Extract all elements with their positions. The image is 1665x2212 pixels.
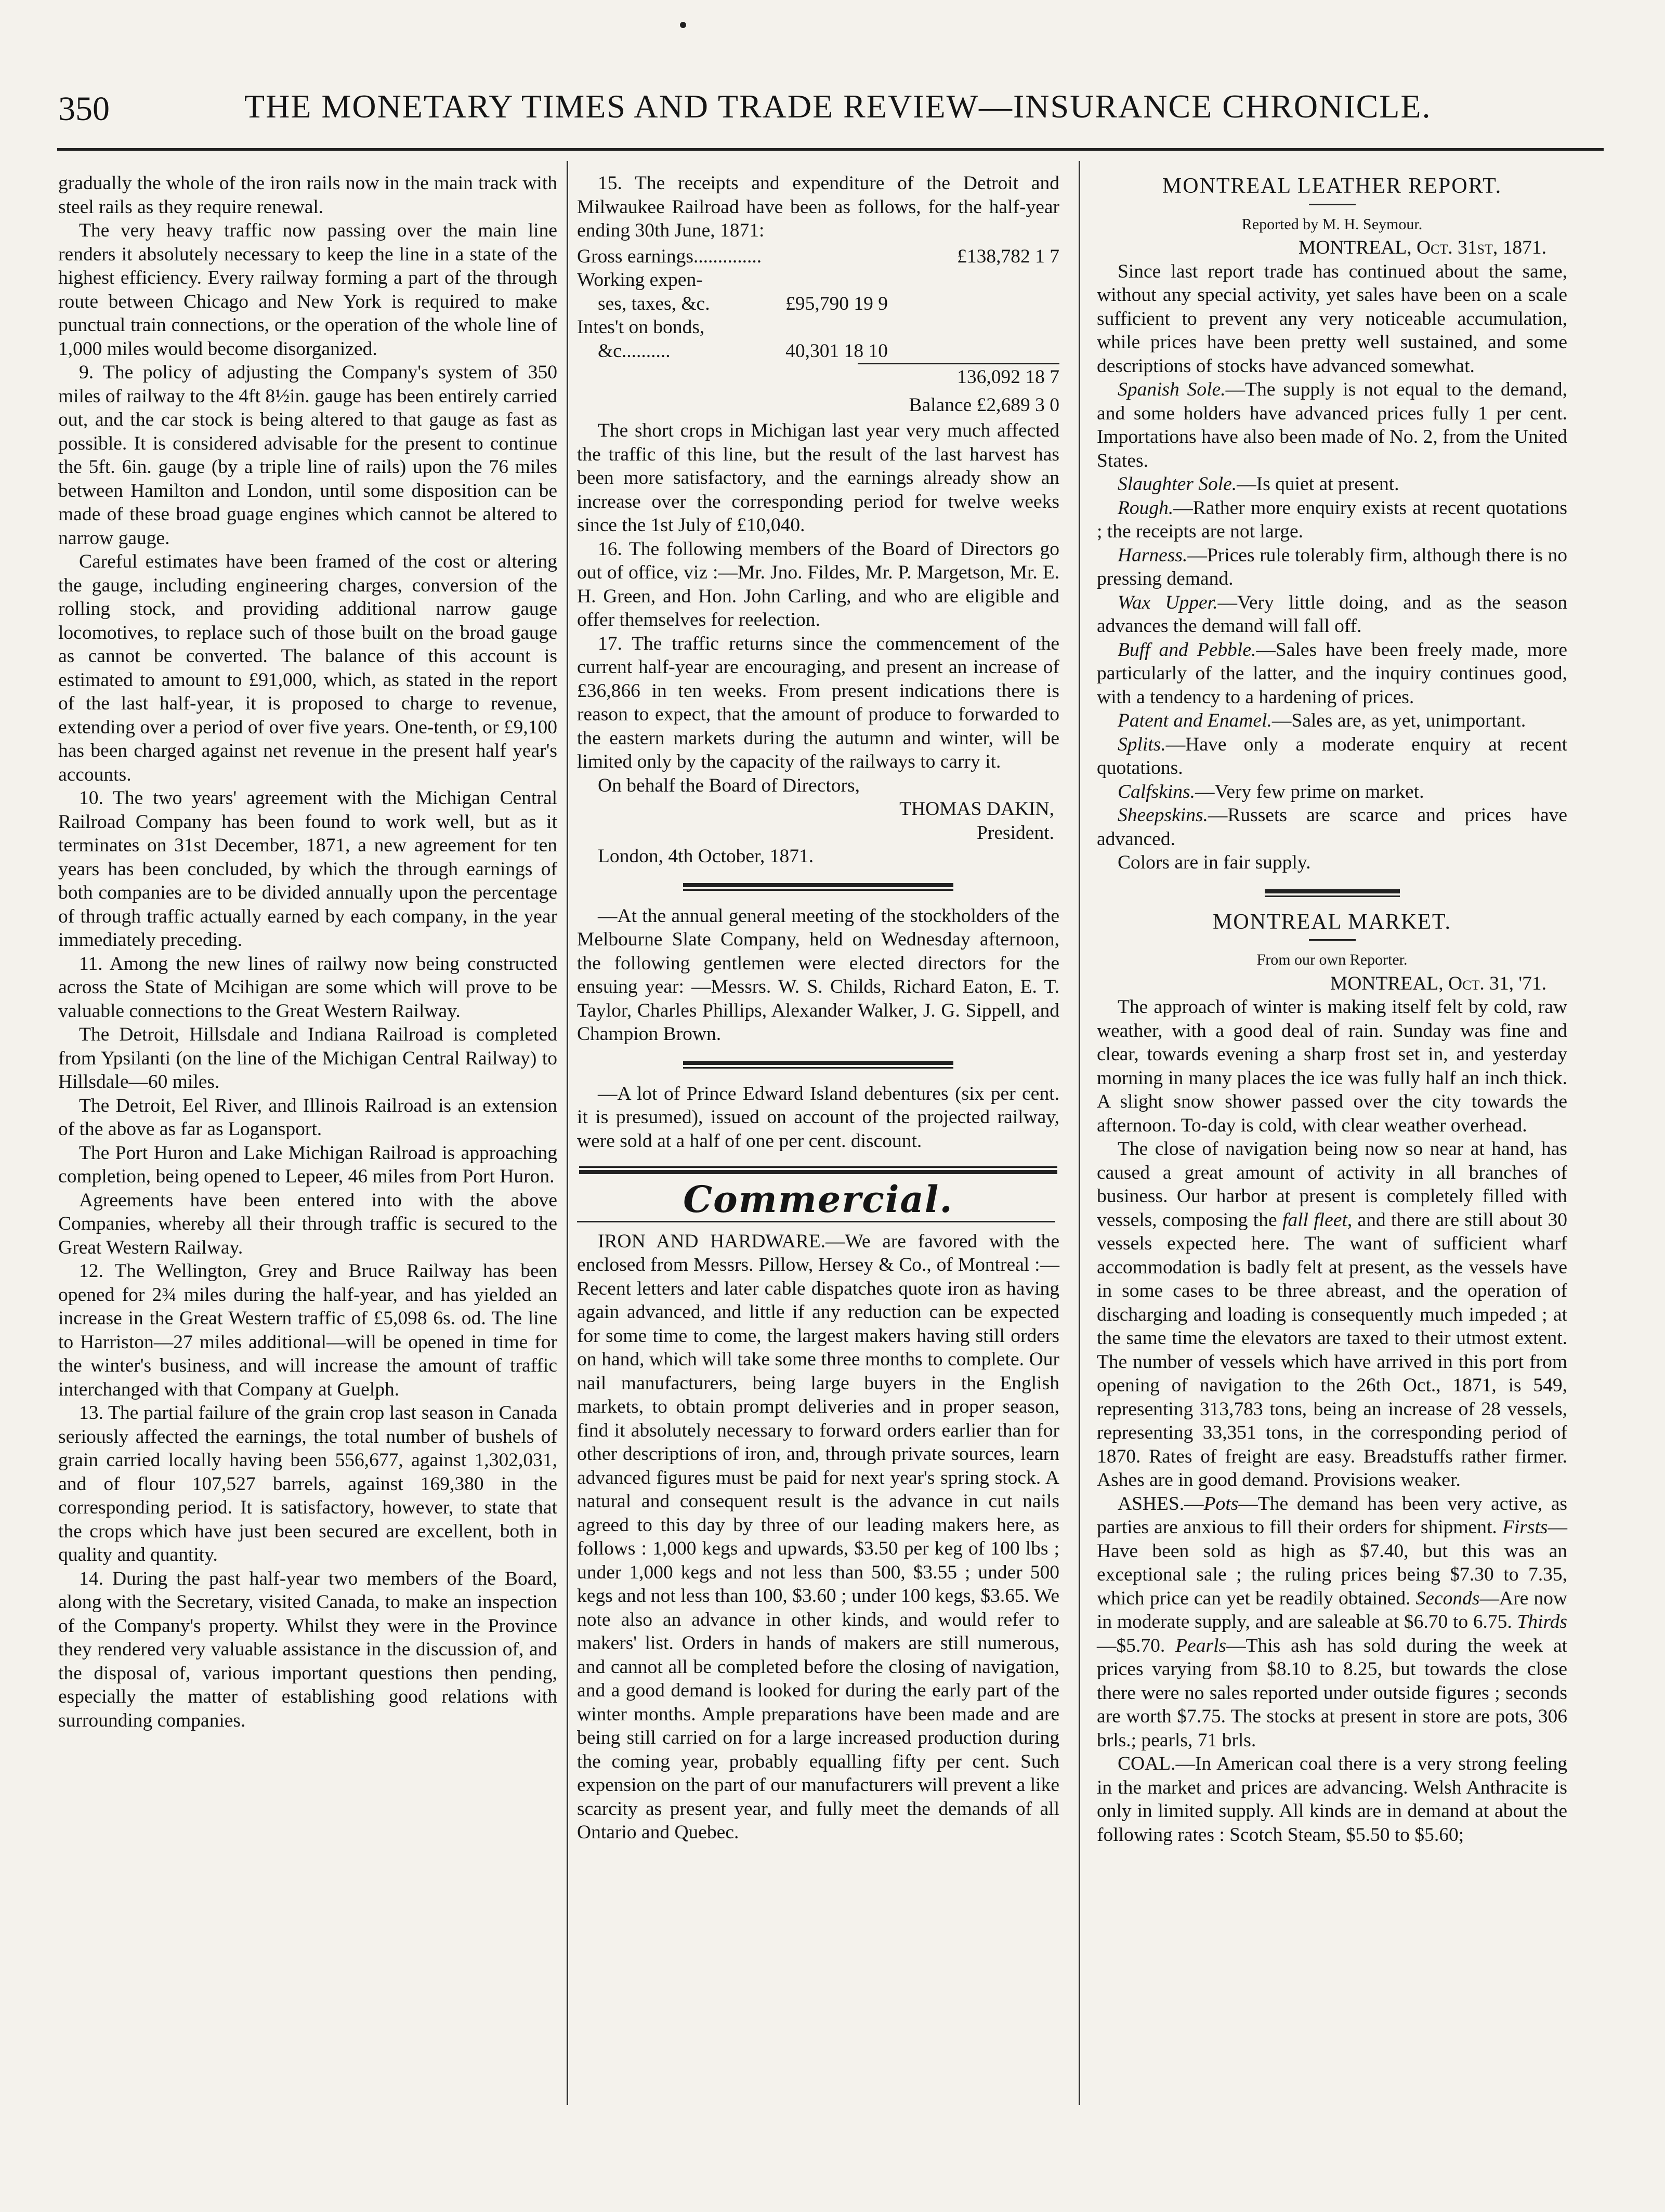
item-text: —Very few prime on market. bbox=[1195, 781, 1424, 802]
paragraph: The Detroit, Eel River, and Illinois Railroad is an extension of the above as far as Logansport. bbox=[58, 1095, 557, 1140]
fin-label: &c.......... bbox=[598, 340, 671, 362]
ink-dot bbox=[680, 22, 686, 28]
column-1 bbox=[58, 172, 557, 1732]
paragraph: The Detroit, Hillsdale and Indiana Railroad is completed from Ypsilanti (on the line of the Michigan Central Railway) to Hillsdale—60 miles. bbox=[58, 1024, 557, 1092]
item-heading: Thirds bbox=[1517, 1611, 1567, 1632]
signature-name: THOMAS DAKIN, bbox=[899, 798, 1054, 820]
dateline: MONTREAL, Oct. 31, '71. bbox=[1330, 972, 1546, 994]
item-text: —The supply is not equal to the demand, and some holders have advanced prices fully 1 per cent. Importations have also been made of No. 2, from the United States. bbox=[1097, 379, 1568, 471]
paragraph: The Port Huron and Lake Michigan Railroad is approaching completion, being opened to Lepeer, 46 miles from Port Huron. bbox=[58, 1142, 557, 1187]
item-heading: Slaughter Sole. bbox=[1118, 473, 1237, 495]
column-2 bbox=[577, 172, 1059, 1845]
paragraph-part: , and there are still about 30 vessels expected here. The want of sufficient wharf accommodation is badly felt at present, as the vessels have in some cases to be three abreast, and the operation of discharging and loading is consequently much impeded ; at the same time the elevators are taxed to their utmost extent. The number of vessels which have arrived in this port from opening of navigation to the 26th Oct., 1871, is 549, representing 313,783 tons, being an increase of 28 vessels, representing 33,351 tons, in the corresponding period of 1870. Rates of freight are easy. Breadstuffs rather firmer. Ashes are in good demand. Provisions weaker. bbox=[1097, 1209, 1567, 1491]
market-heading: MONTREAL MARKET. bbox=[1213, 910, 1451, 934]
paragraph: —At the annual general meeting of the stockholders of the Melbourne Slate Company, held on Wednesday afternoon, the following gentlemen were elected directors for the ensuing year: —Messrs. W. S. Childs, Richard Eaton, E. T. Taylor, Charles Phillips, Alexander Walker, J. G. Sippell, and Champion Brown. bbox=[577, 905, 1059, 1045]
paragraph: Colors are in fair supply. bbox=[1118, 852, 1311, 873]
fin-label: ses, taxes, &c. bbox=[598, 293, 710, 314]
paragraph: 10. The two years' agreement with the Michigan Central Railroad Company has been found to work well, but as it terminates on 31st December, 1871, a new agreement for ten years has been concluded, by which the through earnings of both companies are to be divided annually upon the percentage of through traffic actually earned by each company, in the year immediately preceding. bbox=[58, 787, 557, 951]
item-text: —Have only a moderate enquiry at recent quotations. bbox=[1097, 733, 1567, 779]
item-heading: Spanish Sole. bbox=[1118, 379, 1226, 400]
paragraph: Since last report trade has continued about the same, without any special activity, yet sales have been on a scale sufficient to prevent any very noticeable accumulation, while prices have been pretty well sustained, and some descriptions of stocks have advanced somewhat. bbox=[1097, 260, 1567, 377]
section-divider bbox=[1265, 889, 1400, 897]
byline: From our own Reporter. bbox=[1256, 951, 1408, 968]
item-text: —$5.70. bbox=[1097, 1635, 1176, 1656]
dateline: MONTREAL, Oct. 31st, 1871. bbox=[1298, 237, 1546, 258]
header-rule bbox=[57, 148, 1604, 151]
paragraph: 15. The receipts and expenditure of the Detroit and Milwaukee Railroad have been as follows, for the half-year ending 30th June, 1871: bbox=[577, 173, 1059, 241]
item-heading: Splits. bbox=[1118, 733, 1166, 755]
column-3: MONTREAL LEATHER REPORT. Reported by M. H. Seymour. MONTREAL, Oct. 31st, 1871. Since last report trade has continued about the same, without any special activity, yet sales have been on a scale sufficient to prevent any very noticeable accumulation, while prices have been pretty well sustained, and some descriptions of stocks have advanced somewhat. Spanish Sole.—The supply is not equal to the demand, and some holders have advanced prices fully 1 per cent. Importations have also been made of No. 2, from the United States. Slaughter Sole.—Is quiet at present. Rough.—Rather more enquiry exists at recent quotations ; the receipts are not large. Harness.—Prices rule tolerably firm, although there is no pressing demand. Wax Upper.—Very little doing, and as the season advances the demand will fall off. Buff and Pebble.—Sales have been freely made, more particularly of the latter, and the inquiry continues good, with a tendency to a hardening of prices. Patent and Enamel.—Sales are, as yet, unimportant. Splits.—Have only a moderate enquiry at recent quotations. Calfskins.—Very few prime on market. Sheepskins.—Russets are scarce and prices have advanced. Colors are in fair supply. MONTREAL MARKET. From our own Reporter. MONTREAL, Oct. 31, '71. The approach of winter is making itself felt by cold, raw weather, with a good deal of rain. Sunday was fine and clear, towards evening a sharp frost set in, and yesterday morning in many places the ice was fully half an inch thick. A slight snow shower passed over the city towards the afternoon. To-day is cold, with clear weather overhead. The close of navigation being now so near at hand, has caused a great amount of activity in all branches of business. Our harbor at present is completely filled with vessels, composing the fall fleet, and there are still about 30 vessels expected here. The want of sufficient wharf accommodation is badly felt at present, as the vessels have in some cases to be three abreast, and the operation of discharging and loading is consequently much impeded ; at the same time the elevators are taxed to their utmost extent. The number of vessels which have arrived in this port from opening of navigation to the 26th Oct., 1871, is 549, representing 313,783 tons, being an increase of 28 vessels, representing 33,351 tons, in the corresponding period of 1870. Rates of freight are easy. Breadstuffs rather firmer. Ashes are in good demand. Provisions weaker. ASHES.—Pots—The demand has been very active, as parties are anxious to fill their orders for shipment. Firsts—Have been sold as high as $7.40, but this was an exceptional sale ; the ruling prices being $7.30 to 7.35, which price can yet be readily obtained. Seconds—Are now in moderate supply, and are saleable at $6.70 to 6.75. Thirds—$5.70. Pearls—This ash has sold during the week at prices varying from $8.10 to 8.25, but towards the close there were no sales reported under outside figures ; seconds are worth $7.75. The stocks at present in store are pots, 306 brls.; pearls, 71 brls. COAL.—In American coal there is a very strong feeling in the market and prices are advancing. Welsh Anthracite is only in limited supply. All kinds are in demand at about the following rates : Scotch Steam, $5.50 to $5.60; bbox=[1097, 174, 1568, 1846]
running-title: THE MONETARY TIMES AND TRADE REVIEW—INSURANCE CHRONICLE. bbox=[244, 88, 1432, 125]
item-heading: Seconds bbox=[1415, 1587, 1480, 1609]
signature-date: London, 4th October, 1871. bbox=[598, 846, 814, 867]
fin-amount: £138,782 1 7 bbox=[957, 245, 1059, 267]
paragraph: The very heavy traffic now passing over the main line renders it absolutely necessary to keep the line in a state of the highest efficiency. Every railway forming a part of the through route between Chicago and New York is required to make punctual train connections, or the operation of the whole line of 1,000 miles would become disorganized. bbox=[58, 220, 557, 360]
item-heading: Patent and Enamel. bbox=[1118, 710, 1272, 731]
item-text: —Sales have been freely made, more particularly of the latter, and the inquiry continues good, with a tendency to a hardening of prices. bbox=[1097, 639, 1567, 708]
ashes-heading: ASHES. bbox=[1118, 1493, 1185, 1515]
fin-amount: £95,790 19 9 bbox=[785, 293, 888, 314]
item-text: —Rather more enquiry exists at recent quotations ; the receipts are not large. bbox=[1097, 497, 1567, 542]
column-rule-1 bbox=[567, 161, 568, 2105]
fin-label: Intes't on bonds, bbox=[577, 317, 705, 338]
coal-heading: COAL. bbox=[1118, 1753, 1176, 1774]
paragraph-italic: fall fleet bbox=[1282, 1209, 1347, 1231]
iron-hardware-text: —We are favored with the enclosed from Messrs. Pillow, Hersey & Co., of Montreal :—Recent letters and later cable dispatches quote iron as having again advanced, and little if any reduction can be expected for some time to come, the largest makers having still orders on hand, which will take some three months to complete. Our nail manufacturers, being large buyers in the English markets, to obtain prompt deliveries and in proper season, find it absolutely necessary to forward orders earlier than for other descriptions of iron, and, through private sources, learn advanced figures must be paid for next year's spring stock. A natural and consequent result is the advance in cut nails agreed to this day by three of our leading makers here, as follows : 1,000 kegs and upwards, $3.50 per keg of 100 lbs ; under 1,000 kegs and not less than 500, $3.55 ; under 500 kegs and not less than 100, $3.60 ; under 100 kegs, $3.65. We note also an advance in other kinds, and would refer to makers' list. Orders in hands of makers are still numerous, and cannot all be completed before the closing of navigation, and a good demand is looked for during the early part of the winter months. Ample preparations have been made and are being still carried on for a large increased production during the coming year, probably equalling fifty per cent. Such expension on the part of our manufacturers will prevent a like scarcity as present year, and fully meet the demands of all Ontario and Quebec. bbox=[577, 1230, 1059, 1843]
item-text: —Prices rule tolerably firm, although there is no pressing demand. bbox=[1097, 544, 1567, 589]
paragraph: The approach of winter is making itself felt by cold, raw weather, with a good deal of rain. Sunday was fine and clear, towards evening a sharp frost set in, and yesterday morning in many places the ice was fully half an inch thick. A slight snow shower passed over the city towards the afternoon. To-day is cold, with clear weather overhead. bbox=[1097, 996, 1567, 1136]
heading-rule bbox=[1309, 204, 1356, 205]
paragraph: 17. The traffic returns since the commencement of the current half-year are encouraging, and present an increase of £36,866 in ten weeks. From present indications there is reason to expect, that the amount of produce to forwarded to the eastern markets during the autumn and winter, will be limited only by the capacity of the railways to carry it. bbox=[577, 633, 1059, 772]
paragraph: Agreements have been entered into with the above Companies, whereby all their through traffic is secured to the Great Western Railway. bbox=[58, 1189, 557, 1258]
item-text: —The demand has been very active, as parties are anxious to fill their orders for shipment. bbox=[1097, 1493, 1567, 1538]
paragraph: gradually the whole of the iron rails now in the main track with steel rails as they require renewal. bbox=[58, 173, 557, 218]
item-heading: Firsts bbox=[1502, 1517, 1548, 1538]
paragraph: 16. The following members of the Board of Directors go out of office, viz :—Mr. Jno. Fildes, Mr. P. Margetson, Mr. E. H. Green, and Hon. John Carling, and who are eligible and offer themselves for reelection. bbox=[577, 538, 1059, 630]
paragraph: On behalf the Board of Directors, bbox=[598, 774, 860, 796]
section-divider bbox=[683, 1061, 953, 1069]
paragraph: The short crops in Michigan last year very much affected the traffic of this line, but the result of the last harvest has been more satisfactory, and the earnings already show an increase over the corresponding period for twelve weeks since the 1st July of £10,040. bbox=[577, 420, 1059, 536]
paragraph: Careful estimates have been framed of the cost or altering the gauge, including engineering charges, conversion of the rolling stock, and providing additional narrow gauge locomotives, to replace such of those built on the broad gauge as cannot be converted. The balance of this account is estimated to amount to £91,000, which, as stated in the report of the last half-year, it is proposed to charge to revenue, extending over a period of over five years. One-tenth, or £9,100 has been charged against net revenue in the present half year's accounts. bbox=[58, 551, 557, 785]
item-heading: Pearls bbox=[1175, 1635, 1227, 1656]
paragraph: 11. Among the new lines of railwy now being constructed across the State of Mcihigan are some which will prove to be valuable connections to the Great Western Railway. bbox=[58, 953, 557, 1022]
page-number: 350 bbox=[58, 90, 110, 128]
item-text: —Russets are scarce and prices have advanced. bbox=[1097, 805, 1567, 850]
commercial-heading: Commercial. bbox=[683, 1178, 953, 1221]
item-text: —Very little doing, and as the season advances the demand will fall off. bbox=[1097, 591, 1567, 637]
item-text: —Sales are, as yet, unimportant. bbox=[1271, 710, 1526, 731]
item-heading: Rough. bbox=[1118, 497, 1174, 519]
heading-rule bbox=[1309, 939, 1356, 941]
paragraph: 9. The policy of adjusting the Company's system of 350 miles of railway to the 4ft 8½in. gauge has been entirely carried out, and the car stock is being altered to that gauge as fast as possible. It is considered advisable for the present to continue the 5ft. 6in. gauge (by a triple line of rails) upon the 76 miles between Hamilton and London, until some disposition can be made of these broad guage engines which cannot be altered to narrow gauge. bbox=[58, 362, 557, 549]
fin-label: Gross earnings.............. bbox=[577, 245, 762, 267]
coal-text: —In American coal there is a very strong feeling in the market and prices are advancing. Welsh Anthracite is only in limited supply. All kinds are in demand at about the following rates : Scotch Steam, $5.50 to $5.60; bbox=[1097, 1753, 1567, 1846]
paragraph: —A lot of Prince Edward Island debentures (six per cent. it is presumed), issued on account of the projected railway, were sold at a half of one per cent. discount. bbox=[577, 1083, 1059, 1152]
item-text: —Is quiet at present. bbox=[1237, 473, 1399, 495]
item-heading: Buff and Pebble. bbox=[1118, 639, 1256, 661]
item-text: —Have been sold as high as $7.40, but this was an exceptional sale ; the ruling prices being $7.30 to 7.35, which price can yet be readily obtained. bbox=[1097, 1517, 1567, 1609]
byline: Reported by M. H. Seymour. bbox=[1241, 215, 1423, 233]
item-heading: Harness. bbox=[1118, 544, 1188, 566]
paragraph-part: The close of navigation being now so near at hand, has caused a great amount of activity in all branches of business. Our harbor at present is completely filled with vessels, composing the bbox=[1097, 1138, 1567, 1231]
fin-subtotal: 136,092 18 7 bbox=[858, 363, 1059, 389]
financial-statement bbox=[577, 245, 1059, 417]
leather-report-heading: MONTREAL LEATHER REPORT. bbox=[1162, 174, 1502, 198]
item-text: —Are now in moderate supply, and are saleable at $6.70 to 6.75. bbox=[1097, 1587, 1567, 1632]
item-heading: Calfskins. bbox=[1118, 781, 1195, 802]
item-heading: Sheepskins. bbox=[1118, 805, 1208, 826]
paragraph: 12. The Wellington, Grey and Bruce Railway has been opened for 2¾ miles during the half-year, and has yielded an increase in the Great Western traffic of £5,098 6s. od. The line to Harriston—27 miles additional—will be opened in time for the winter's business, and will increase the amount of traffic interchanged with that Company at Guelph. bbox=[58, 1260, 557, 1400]
fin-amount: 40,301 18 10 bbox=[785, 340, 888, 362]
fin-balance: Balance £2,689 3 0 bbox=[909, 394, 1059, 416]
section-divider bbox=[683, 883, 953, 891]
signature-title: President. bbox=[977, 822, 1054, 844]
paragraph: 13. The partial failure of the grain crop last season in Canada seriously affected the earnings, the total number of bushels of grain carried locally having been 556,677, against 1,302,031, and of flour 107,527 barrels, against 169,380 in the corresponding period. It is satisfactory, however, to state that the crops which have just been secured are excellent, both in quality and quantity. bbox=[58, 1402, 557, 1565]
section-divider bbox=[579, 1166, 1057, 1174]
item-text: —This ash has sold during the week at prices varying from $8.10 to 8.25, but towards the close there were no sales reported under outside figures ; seconds are worth $7.75. The stocks at present in store are pots, 306 brls.; pearls, 71 brls. bbox=[1097, 1635, 1568, 1751]
iron-hardware-heading: IRON AND HARDWARE. bbox=[598, 1230, 826, 1252]
item-heading: Wax Upper. bbox=[1118, 591, 1218, 613]
column-rule-2 bbox=[1079, 161, 1080, 2105]
fin-label: Working expen- bbox=[577, 269, 703, 291]
item-heading: Pots bbox=[1203, 1493, 1239, 1515]
paragraph: 14. During the past half-year two members of the Board, along with the Secretary, visited Canada, to make an inspection of the Company's property. Whilst they were in the Province they rendered very valuable assistance in the discussion of, and the disposal of, various important questions then pending, especially the matter of establishing good relations with surrounding companies. bbox=[58, 1568, 557, 1731]
